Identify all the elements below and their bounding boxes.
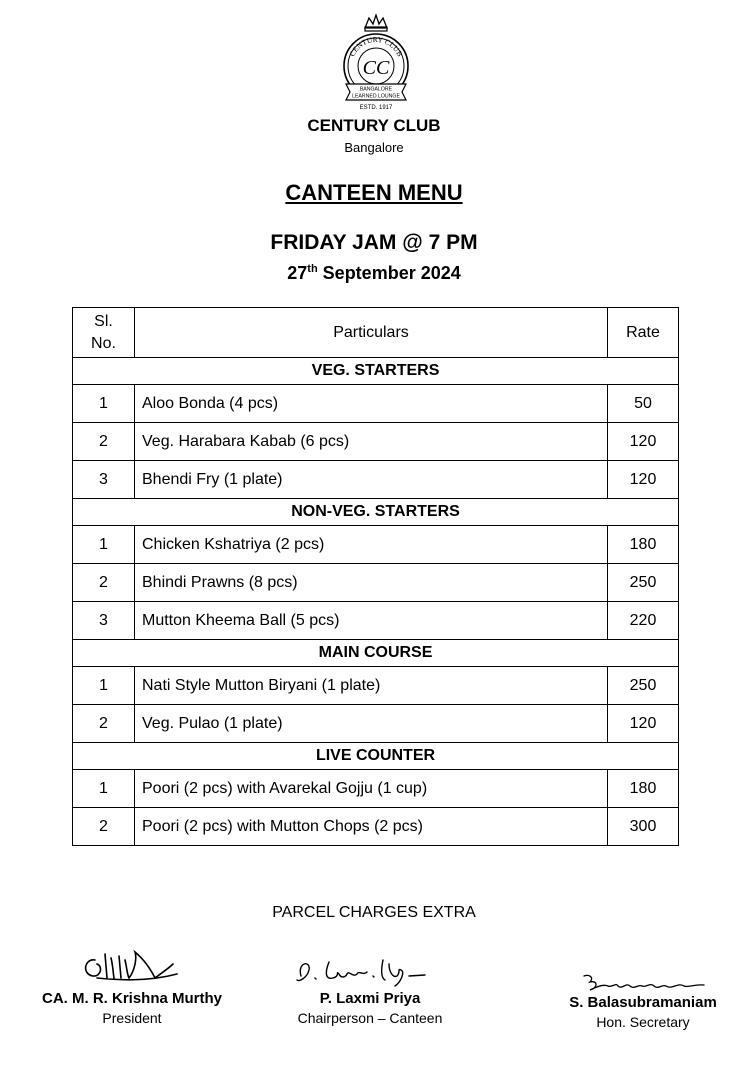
table-row <box>73 385 679 423</box>
signatory-president <box>20 944 244 1026</box>
item-sl: 1 <box>73 770 135 808</box>
emblem-monogram: CC <box>362 57 390 79</box>
item-sl: 1 <box>73 526 135 564</box>
item-rate: 120 <box>608 423 679 461</box>
item-name: Chicken Kshatriya (2 pcs) <box>135 526 608 564</box>
header-sl-line1: Sl. <box>94 312 113 330</box>
item-sl: 2 <box>73 564 135 602</box>
item-name: Bhendi Fry (1 plate) <box>135 461 608 499</box>
signatory-chairperson <box>264 952 476 1026</box>
section-title: NON-VEG. STARTERS <box>73 499 679 526</box>
signatory-name: S. Balasubramaniam <box>569 994 717 1011</box>
emblem-motto: LEARNED LOUNGE <box>352 93 400 100</box>
item-name: Veg. Pulao (1 plate) <box>135 705 608 743</box>
item-sl: 2 <box>73 808 135 846</box>
signatory-role: Hon. Secretary <box>596 1014 690 1030</box>
item-name: Mutton Kheema Ball (5 pcs) <box>135 602 608 640</box>
item-sl: 3 <box>73 461 135 499</box>
section-row <box>73 743 679 770</box>
item-name: Veg. Harabara Kabab (6 pcs) <box>135 423 608 461</box>
item-sl: 3 <box>73 602 135 640</box>
item-sl: 2 <box>73 705 135 743</box>
section-title: VEG. STARTERS <box>73 358 679 385</box>
date-day: 27 <box>287 263 308 283</box>
parcel-charges-note: PARCEL CHARGES EXTRA <box>272 904 476 921</box>
item-rate: 250 <box>608 564 679 602</box>
handwritten-signature-icon <box>568 968 718 994</box>
item-name: Nati Style Mutton Biryani (1 plate) <box>135 667 608 705</box>
item-rate: 180 <box>608 526 679 564</box>
date-rest: September 2024 <box>317 263 461 283</box>
item-name: Poori (2 pcs) with Mutton Chops (2 pcs) <box>135 808 608 846</box>
handwritten-signature-icon <box>77 944 187 990</box>
emblem-graphic <box>338 14 414 112</box>
table-row <box>73 564 679 602</box>
item-rate: 120 <box>608 705 679 743</box>
table-row <box>73 461 679 499</box>
section-row <box>73 640 679 667</box>
item-rate: 120 <box>608 461 679 499</box>
header-particulars: Particulars <box>135 308 608 358</box>
signatory-role: Chairperson – Canteen <box>297 1010 443 1026</box>
menu-table <box>72 307 679 846</box>
item-sl: 1 <box>73 667 135 705</box>
header-sl-line2: No. <box>91 334 116 352</box>
item-sl: 2 <box>73 423 135 461</box>
handwritten-signature-icon <box>285 952 455 990</box>
event-date <box>0 263 748 284</box>
emblem-ribbon-bottom: ESTD. 1917 <box>359 105 393 111</box>
table-row <box>73 602 679 640</box>
club-name: CENTURY CLUB <box>307 116 441 135</box>
club-city: Bangalore <box>344 140 404 155</box>
table-header-row <box>73 308 679 358</box>
event-title: FRIDAY JAM @ 7 PM <box>270 231 478 254</box>
item-name: Bhindi Prawns (8 pcs) <box>135 564 608 602</box>
table-row <box>73 770 679 808</box>
century-club-emblem-icon <box>338 14 414 112</box>
date-suffix: th <box>307 263 318 275</box>
menu-title: CANTEEN MENU <box>285 180 463 205</box>
section-title: LIVE COUNTER <box>73 743 679 770</box>
item-name: Poori (2 pcs) with Avarekal Gojju (1 cup) <box>135 770 608 808</box>
table-row <box>73 667 679 705</box>
signatory-name: CA. M. R. Krishna Murthy <box>41 990 222 1007</box>
item-rate: 180 <box>608 770 679 808</box>
item-rate: 220 <box>608 602 679 640</box>
section-title: MAIN COURSE <box>73 640 679 667</box>
header-rate: Rate <box>608 308 679 358</box>
item-name: Aloo Bonda (4 pcs) <box>135 385 608 423</box>
table-row <box>73 423 679 461</box>
table-row <box>73 705 679 743</box>
section-row <box>73 499 679 526</box>
signatory-role: President <box>102 1010 162 1026</box>
table-row <box>73 526 679 564</box>
signatory-name: P. Laxmi Priya <box>319 990 421 1007</box>
emblem-ring-text: CENTURY CLUB <box>347 34 405 58</box>
item-rate: 250 <box>608 667 679 705</box>
item-rate: 300 <box>608 808 679 846</box>
item-sl: 1 <box>73 385 135 423</box>
emblem-ribbon-top: BANGALORE <box>359 86 393 93</box>
item-rate: 50 <box>608 385 679 423</box>
header-sl-no <box>73 308 135 358</box>
section-row <box>73 358 679 385</box>
table-row <box>73 808 679 846</box>
signatory-secretary <box>548 968 738 1030</box>
